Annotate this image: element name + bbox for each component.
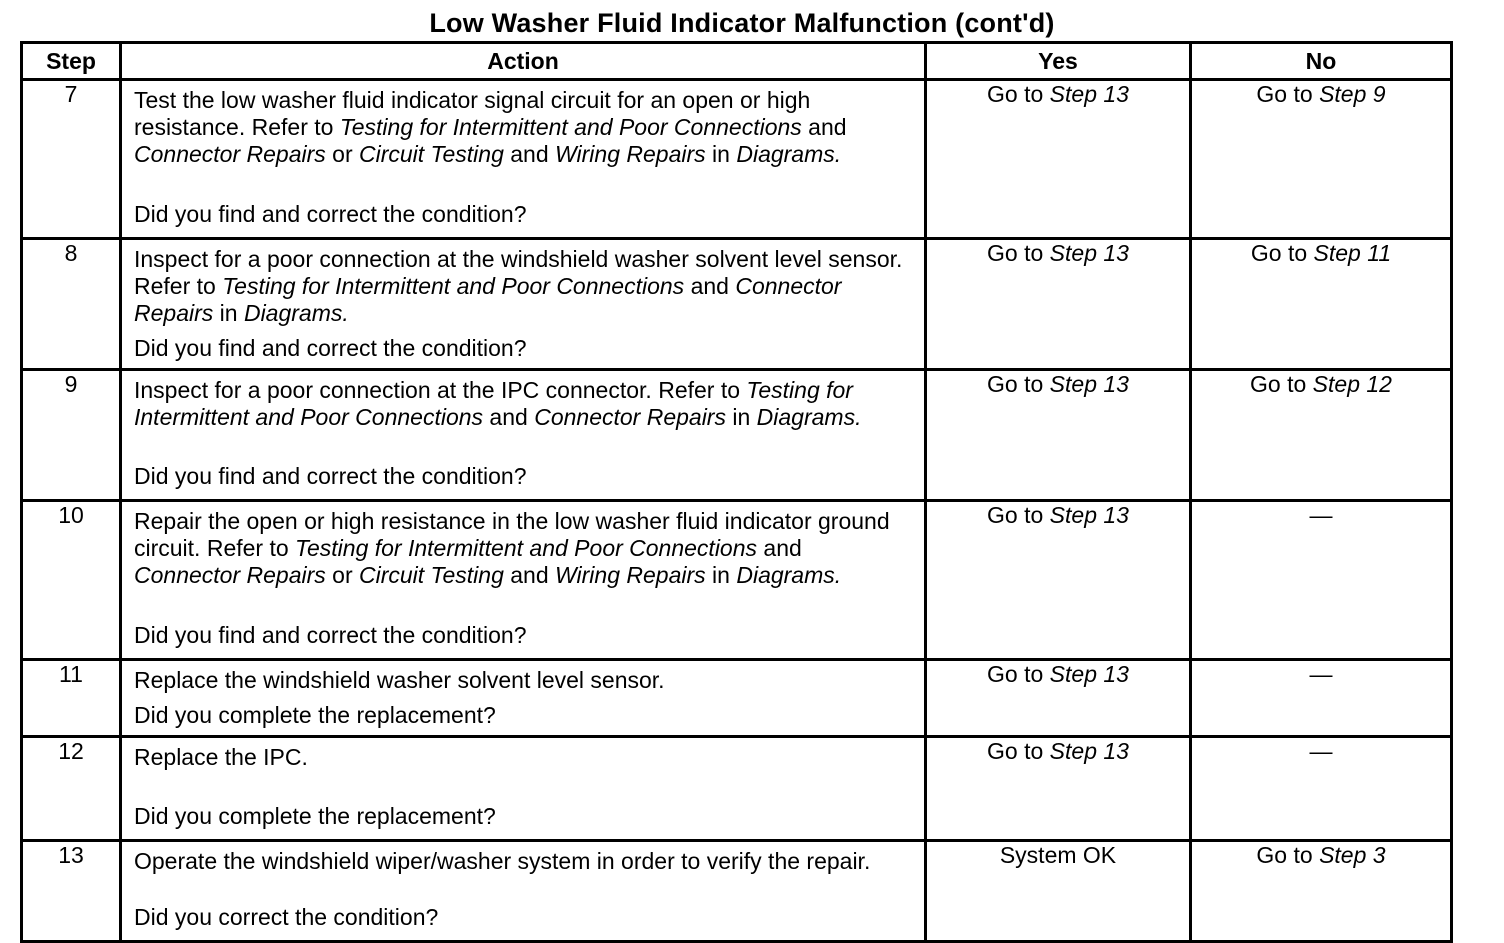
action-cell (121, 80, 926, 239)
yes-result-run-0: Go to (987, 371, 1050, 397)
action-instruction-run-3: Connector Repairs (134, 141, 326, 167)
step-number: 13 (22, 841, 121, 942)
action-cell (121, 370, 926, 501)
yes-result (926, 239, 1191, 370)
step-number: 11 (22, 660, 121, 737)
header-step: Step (22, 43, 121, 80)
action-instruction (134, 848, 914, 875)
no-result (1191, 370, 1452, 501)
action-instruction-run-2: and (483, 404, 535, 430)
yes-result (926, 370, 1191, 501)
no-result-run-0: Go to (1256, 842, 1320, 868)
no-result-run-1: Step 9 (1319, 81, 1386, 107)
yes-result-run-1: Step 13 (1049, 661, 1129, 687)
action-instruction (134, 508, 914, 589)
action-instruction-run-0: Inspect for a poor connection at the IPC connector. Refer to (134, 377, 747, 403)
action-instruction (134, 744, 914, 771)
step-number: 9 (22, 370, 121, 501)
no-result-run-1: Step 3 (1319, 842, 1386, 868)
action-cell (121, 239, 926, 370)
action-question: Did you find and correct the condition? (134, 622, 527, 648)
action-instruction-run-3: Connector Repairs (134, 273, 842, 326)
action-instruction (134, 246, 914, 327)
table-row (22, 239, 1452, 370)
yes-result (926, 80, 1191, 239)
action-question: Did you complete the replacement? (134, 803, 496, 829)
yes-result (926, 737, 1191, 841)
no-result-run-1: Step 12 (1312, 371, 1392, 397)
action-question: Did you complete the replacement? (134, 702, 496, 728)
no-result-run-1: Step 11 (1313, 240, 1392, 266)
no-result (1191, 737, 1452, 841)
action-instruction-run-0: Repair the open or high resistance in the low washer fluid indicator ground circuit. Refer to (134, 508, 890, 561)
action-instruction-run-1: Testing for Intermittent and Poor Connections (134, 377, 853, 430)
action-instruction-run-0: Replace the windshield washer solvent level sensor. (134, 667, 665, 693)
action-instruction-run-1: Testing for Intermittent and Poor Connections (295, 535, 758, 561)
no-result (1191, 501, 1452, 660)
table-row (22, 80, 1452, 239)
no-result-run-0: — (1309, 738, 1333, 764)
action-instruction-run-5: Diagrams. (756, 404, 862, 430)
step-number: 7 (22, 80, 121, 239)
table-row (22, 660, 1452, 737)
action-instruction-run-4: in (725, 404, 757, 430)
action-cell (121, 737, 926, 841)
action-instruction-run-3: Connector Repairs (534, 404, 726, 430)
no-result-run-0: — (1309, 661, 1333, 687)
action-instruction-run-7: Wiring Repairs (555, 141, 706, 167)
no-result (1191, 239, 1452, 370)
action-question: Did you find and correct the condition? (134, 335, 527, 361)
action-instruction-run-2: and (684, 273, 736, 299)
action-instruction-run-8: in (705, 562, 737, 588)
table-row (22, 501, 1452, 660)
action-instruction-run-0: Operate the windshield wiper/washer system in order to verify the repair. (134, 848, 871, 874)
action-instruction-run-4: or (325, 141, 359, 167)
yes-result (926, 501, 1191, 660)
diagnostic-table (20, 41, 1453, 943)
action-cell (121, 501, 926, 660)
yes-result-run-0: Go to (987, 81, 1050, 107)
yes-result-run-1: Step 13 (1049, 738, 1129, 764)
no-result-run-0: Go to (1250, 240, 1314, 266)
yes-result-run-0: Go to (987, 240, 1050, 266)
action-instruction-run-2: and (801, 114, 847, 140)
yes-result-run-0: Go to (987, 661, 1050, 687)
no-result (1191, 841, 1452, 942)
no-result-run-0: Go to (1250, 371, 1313, 397)
action-instruction (134, 87, 914, 168)
yes-result-run-1: Step 13 (1049, 371, 1129, 397)
action-instruction-run-5: Circuit Testing (359, 141, 504, 167)
action-instruction-run-9: Diagrams. (736, 562, 842, 588)
action-question: Did you correct the condition? (134, 904, 439, 930)
table-body (22, 80, 1452, 942)
header-no: No (1191, 43, 1452, 80)
action-instruction (134, 667, 914, 694)
action-cell (121, 841, 926, 942)
action-instruction-run-6: and (503, 141, 556, 167)
action-instruction-run-5: Diagrams. (243, 300, 349, 326)
no-result-run-0: Go to (1256, 81, 1320, 107)
header-action: Action (121, 43, 926, 80)
yes-result (926, 660, 1191, 737)
action-instruction-run-7: Wiring Repairs (555, 562, 706, 588)
table-row (22, 841, 1452, 942)
table-row (22, 370, 1452, 501)
action-question: Did you find and correct the condition? (134, 463, 527, 489)
action-instruction-run-9: Diagrams. (736, 141, 842, 167)
action-instruction-run-1: Testing for Intermittent and Poor Connections (222, 273, 685, 299)
action-instruction-run-0: Inspect for a poor connection at the windshield washer solvent level sensor. Refer to (134, 246, 903, 299)
yes-result-run-1: Step 13 (1049, 81, 1129, 107)
action-instruction-run-0: Test the low washer fluid indicator signal circuit for an open or high resistance. Refer to (134, 87, 811, 140)
yes-result-run-1: Step 13 (1049, 240, 1129, 266)
yes-result-run-1: Step 13 (1049, 502, 1129, 528)
page-title: Low Washer Fluid Indicator Malfunction (cont'd) (429, 8, 1055, 38)
action-instruction-run-4: or (325, 562, 359, 588)
no-result (1191, 660, 1452, 737)
step-number: 12 (22, 737, 121, 841)
action-instruction-run-0: Replace the IPC. (134, 744, 308, 770)
action-cell (121, 660, 926, 737)
action-question: Did you find and correct the condition? (134, 201, 527, 227)
step-number: 10 (22, 501, 121, 660)
action-instruction-run-2: and (757, 535, 802, 561)
action-instruction-run-1: Testing for Intermittent and Poor Connections (339, 114, 802, 140)
header-yes: Yes (926, 43, 1191, 80)
table-row (22, 737, 1452, 841)
yes-result-run-0: System OK (999, 842, 1117, 868)
step-number: 8 (22, 239, 121, 370)
yes-result-run-0: Go to (987, 738, 1050, 764)
action-instruction-run-3: Connector Repairs (134, 562, 326, 588)
action-instruction-run-4: in (213, 300, 244, 326)
no-result (1191, 80, 1452, 239)
no-result-run-0: — (1309, 502, 1333, 528)
action-instruction (134, 377, 914, 431)
action-instruction-run-5: Circuit Testing (359, 562, 504, 588)
header-row (22, 43, 1452, 80)
action-instruction-run-6: and (503, 562, 556, 588)
yes-result-run-0: Go to (987, 502, 1050, 528)
yes-result (926, 841, 1191, 942)
action-instruction-run-8: in (705, 141, 737, 167)
